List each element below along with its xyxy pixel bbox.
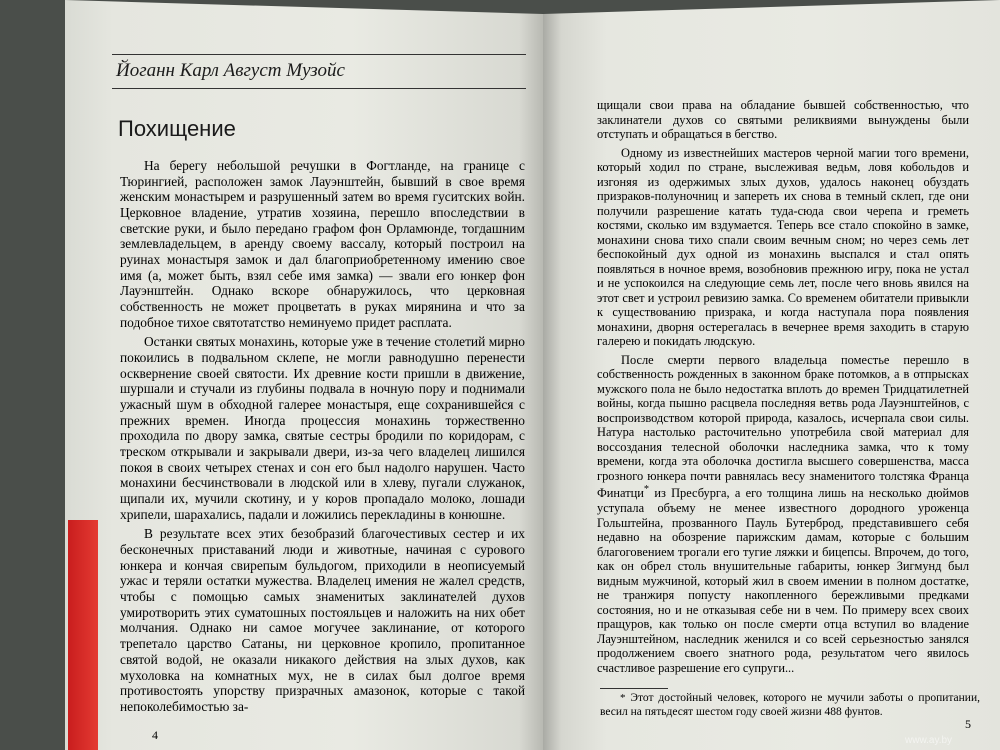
paragraph: В результате всех этих безобразий благочестивых сестер и их бесконечных приставаний люди и животные, начиная с сурового юнкера и кончая свирепым бульдогом, приходили в неописуемый ужас и теряли остатки мужества. Владелец имения не жалел средств, чтобы с помощью самых знаменитых заклинателей духов умиротворить этих суматошных постояльцев и наложить на них обет молчания. Однако ни самое могучее заклинание, от которого трепетало царство Сатаны, ни церковное кропило, пропитанное святой водой, не оказали никакого действия на злых духов, как мухоловка на комнатных мух, не в силах был долгое время противостоять упорству призрачных амазонок, которые с такой непоколебимостью за- (120, 526, 525, 714)
footnote-reference: * (643, 484, 650, 496)
paragraph: щищали свои права на обладание бывшей собственностью, что заклинатели духов со святыми реликвиями вынуждены были отступать и обращаться в бегство. (597, 98, 969, 142)
page-number-left: 4 (152, 728, 158, 742)
header-rule-top (112, 54, 526, 55)
paragraph (597, 353, 969, 675)
paragraph: На берегу небольшой речушки в Фогтланде, на границе с Тюрингией, расположен замок Лауэнштейн, бывший в свое время женским монастырем и разрушенный затем во время гуситских войн. Церковное владение, утратив хозяина, перешло впоследствии в светские руки, и было передано графом фон Орламюнде, тогдашним землевладельцем, в аренду своему вассалу, который построил на руинах монастыря замок и дал благоприобретенному имению свое имя (а, может быть, взял себе имя замка) — звали его юнкер фон Лауэнштейн. Однако вскоре обнаружилось, что церковная собственность не может процветать в руках мирянина и что за подобное тихое святотатство неминуемо придет расплата. (120, 158, 525, 330)
left-text-column (120, 158, 525, 719)
chapter-title: Похищение (118, 116, 236, 141)
footnote-text: Этот достойный человек, которого не мучили заботы о пропитании, весил на пятьдесят шестом году своей жизни 488 фунтов. (600, 692, 980, 718)
red-cover-edge (68, 520, 98, 750)
paragraph: Останки святых монахинь, которые уже в течение столетий мирно покоились в подвальном склепе, не могли равнодушно перенести осквернение своей святости. Их древние кости пришли в движение, шуршали и стучали из глубины подвала в ночную пору и поднимали ужасный шум в обходной галерее монастыря, еще сохранившейся с прежних времен. Иногда процессия монахинь торжественно проходила по двору замка, святые сестры бродили по коридорам, с треском открывали и закрывали двери, из-за чего владелец лишился покоя в своих четырех стенах и сон его был надолго нарушен. Часто монахини бесчинствовали в людской или в хлеву, пугали служанок, щипали их, мучили скотину, и у коров пропадало молоко, лошади хрипели, шарахались, падали и ложились перекладины в конюшне. (120, 334, 525, 522)
footnote-rule (600, 688, 668, 689)
page-number-right: 5 (965, 717, 971, 731)
paragraph-text: из Пресбурга, а его толщина лишь на несколько дюймов уступала объему не менее известного дородного уроженца Гольштейна, прозванного Пауль Бутерброд, представившего себя недавно на обозрение парижским дамам, которые с большим благоговением трогали его тугие ляжки и бицепсы. Впрочем, до того, как он обрел столь внушительные габариты, юнкер Зигмунд был видным мужчиной, который жил в своем имении в полном достатке, не транжиря попусту накопленного бережливыми предками состояния, но и не отказывая себе ни в чем. По примеру всех своих пращуров, как только он после смерти отца вступил во владение Лауэнштейном, наследник женился и со всей серьезностью занялся продолжением своего знатного рода, результатом чего явилось счастливое разрешение его супруги... (597, 486, 969, 675)
footnote (600, 691, 980, 719)
header-rule-bottom (112, 88, 526, 89)
right-text-column (597, 98, 969, 679)
watermark: www.ay.by (905, 735, 953, 746)
running-header: Йоганн Карл Август Музойс (116, 60, 345, 81)
paragraph: Одному из известнейших мастеров черной магии того времени, который ходил по стране, выслеживая ведьм, ловя кобольдов и изгоняя из одержимых злых духов, удалось наконец обуздать призраков-полуночниц и запереть их снова в темный склеп, где они получили разрешение катать туда-сюда свои черепа и греметь костями, сколько им вздумается. Теперь все стало спокойно в замке, монахини снова тихо спали своим вечным сном; но через семь лет беспокойный дух одной из монахинь выспался и стал опять появляться в ночное время, возобновив прежнюю игру, пока не устал и не успокоился на следующие семь лет, после чего вновь явился на этот свет и устроил ревизию замка. Со временем обитатели привыкли к существованию призрака, и когда наступала пора появления монахини, дворня остерегалась в вечернее время заходить в старую галерею и покидать людскую. (597, 145, 969, 349)
footnote-mark: * (620, 692, 626, 704)
paragraph-text: После смерти первого владельца поместье перешло в собственность рожденных в законном браке потомков, а в отпрысках мужского пола не было недостатка вплоть до времен Тридцатилетней войны, когда пышно расцвела последняя ветвь рода Лауэнштейнов, с воспроизводством которой природа, казалось, исчерпала свои силы. Натура настолько расточительно употребила свой материал для воссоздания телесной оболочки наследника замка, что к тому времени, когда эта оболочка достигла высшего совершенства, масса грозного юнкера почти равнялась весу знаменитого толстяка Франца Финатци (597, 352, 969, 501)
